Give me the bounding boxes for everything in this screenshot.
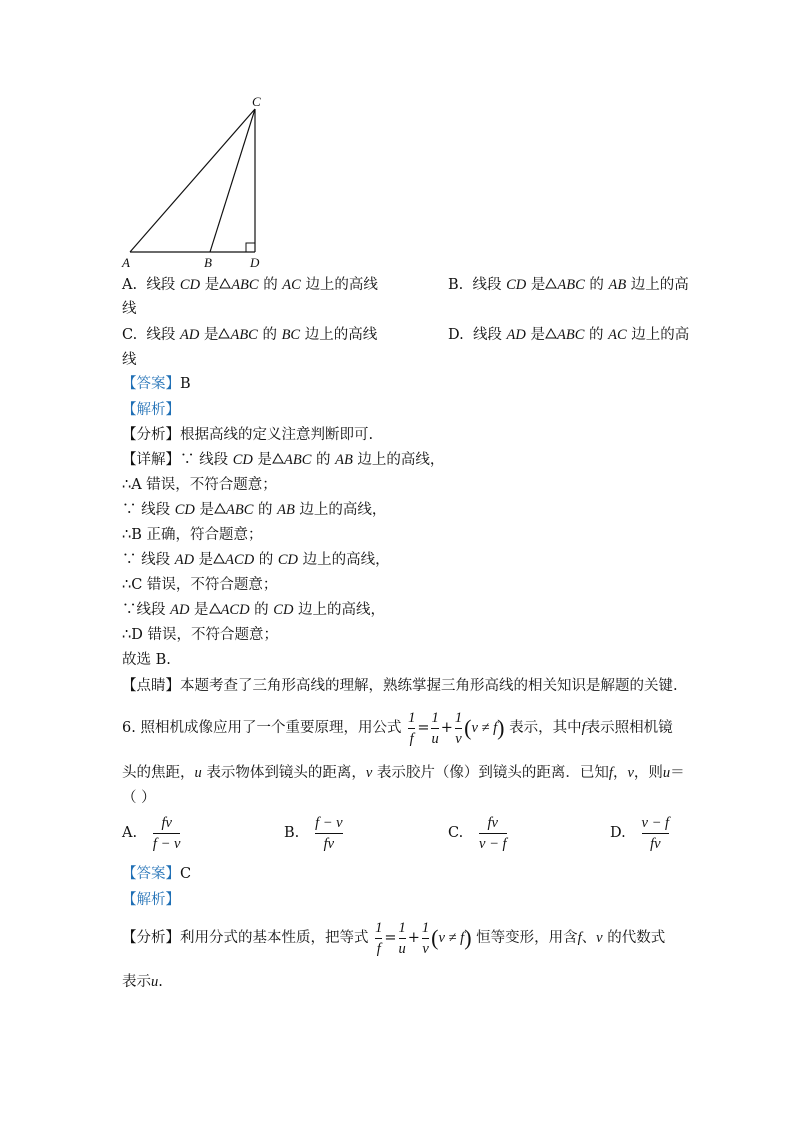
q5-option-c[interactable]: C. 线段 AD 是 ABC 的 BC 边上的高线 bbox=[122, 327, 378, 343]
q6-option-d[interactable]: D. $\frac{v - f}{fv}$ bbox=[610, 814, 670, 852]
q6-fenxi-line-2: 表示u. bbox=[122, 974, 163, 990]
q5-fenxi: 【分析】根据高线的定义注意判断即可. bbox=[122, 427, 374, 443]
q5-option-b-continued: 线 bbox=[122, 301, 137, 317]
q5-option-a[interactable]: A. 线段 CD 是 ABC 的 AC 边上的高线 bbox=[122, 277, 378, 293]
answer-tag: 【答案】 bbox=[122, 376, 180, 392]
triangle-icon bbox=[545, 328, 557, 339]
q5-detail-line-6: ∴C 错误，不符合题意； bbox=[122, 577, 278, 593]
segment-AC bbox=[130, 109, 255, 252]
q6-stem-line-1: 6. 照相机成像应用了一个重要原理，用公式 $\frac{1}{f}$ = $\frac{1}{u}$ + $\frac{1}{v}$ (v ≠ f) 表示，其中f表示照相机镜 bbox=[122, 709, 673, 747]
q5-analysis-tag: 【解析】 bbox=[122, 402, 180, 418]
triangle-icon bbox=[219, 278, 231, 289]
q6-stem-line-2: 头的焦距，u 表示物体到镜头的距离，v 表示胶片（像）到镜头的距离．已知f，v，则u＝ bbox=[122, 765, 685, 781]
right-angle-mark bbox=[246, 243, 255, 252]
q6-option-b[interactable]: B. $\frac{f - v}{fv}$ bbox=[284, 814, 343, 852]
q5-detail-line-3: ∵ 线段 CD 是 ABC 的 AB 边上的高线， bbox=[122, 502, 387, 518]
q5-dianjing: 【点睛】本题考查了三角形高线的理解，熟练掌握三角形高线的相关知识是解题的关键. bbox=[122, 678, 678, 694]
segment-BC bbox=[210, 109, 255, 252]
label-B: B bbox=[204, 255, 212, 270]
triangle-icon bbox=[214, 503, 226, 514]
label-D: D bbox=[250, 255, 260, 270]
q6-option-c[interactable]: C. $\frac{fv}{v - f}$ bbox=[448, 814, 507, 852]
label-A: A bbox=[122, 255, 130, 270]
q5-detail-line-5: ∵ 线段 AD 是 ACD 的 CD 边上的高线， bbox=[122, 552, 390, 568]
q5-detail-line-8: ∴D 错误，不符合题意； bbox=[122, 627, 278, 643]
q5-detail-line-1: 【详解】∵ 线段 CD 是 ABC 的 AB 边上的高线， bbox=[122, 452, 445, 468]
answer-value: B bbox=[180, 376, 191, 392]
q5-detail-line-4: ∴B 正确，符合题意； bbox=[122, 527, 263, 543]
q6-blank: （ ） bbox=[122, 790, 156, 806]
q5-option-d-continued: 线 bbox=[122, 352, 137, 368]
triangle-icon bbox=[213, 553, 225, 564]
q5-option-d[interactable]: D. 线段 AD 是 ABC 的 AC 边上的高 bbox=[448, 327, 690, 343]
triangle-icon bbox=[545, 278, 557, 289]
formula-frac-1-over-v: $\frac{1}{v}$ bbox=[454, 709, 463, 747]
q6-answer: 【答案】C bbox=[122, 866, 192, 882]
triangle-icon bbox=[272, 453, 284, 464]
q6-analysis-tag: 【解析】 bbox=[122, 892, 180, 908]
q6-option-a[interactable]: A. $\frac{fv}{f - v}$ bbox=[122, 814, 181, 852]
q5-answer bbox=[122, 374, 191, 394]
formula-frac-1-over-f: $\frac{1}{f}$ bbox=[408, 709, 416, 747]
q6-fenxi-line-1: 【分析】利用分式的基本性质，把等式 $\frac{1}{f}$ = $\frac{1}{u}$ + $\frac{1}{v}$ (v ≠ f) 恒等变形，用含f、v 的代数式 bbox=[122, 919, 666, 957]
triangle-icon bbox=[209, 603, 221, 614]
q5-detail-line-2: ∴A 错误，不符合题意； bbox=[122, 477, 277, 493]
label-C: C bbox=[252, 94, 261, 109]
q5-detail-line-9: 故选 B. bbox=[122, 652, 171, 668]
q5-option-b[interactable]: B. 线段 CD 是 ABC 的 AB 边上的高 bbox=[448, 277, 689, 293]
formula-frac-1-over-u: $\frac{1}{u}$ bbox=[431, 709, 439, 747]
triangle-icon bbox=[218, 328, 230, 339]
triangle-figure bbox=[120, 92, 270, 272]
q5-detail-line-7: ∵线段 AD 是 ACD 的 CD 边上的高线， bbox=[122, 602, 386, 618]
